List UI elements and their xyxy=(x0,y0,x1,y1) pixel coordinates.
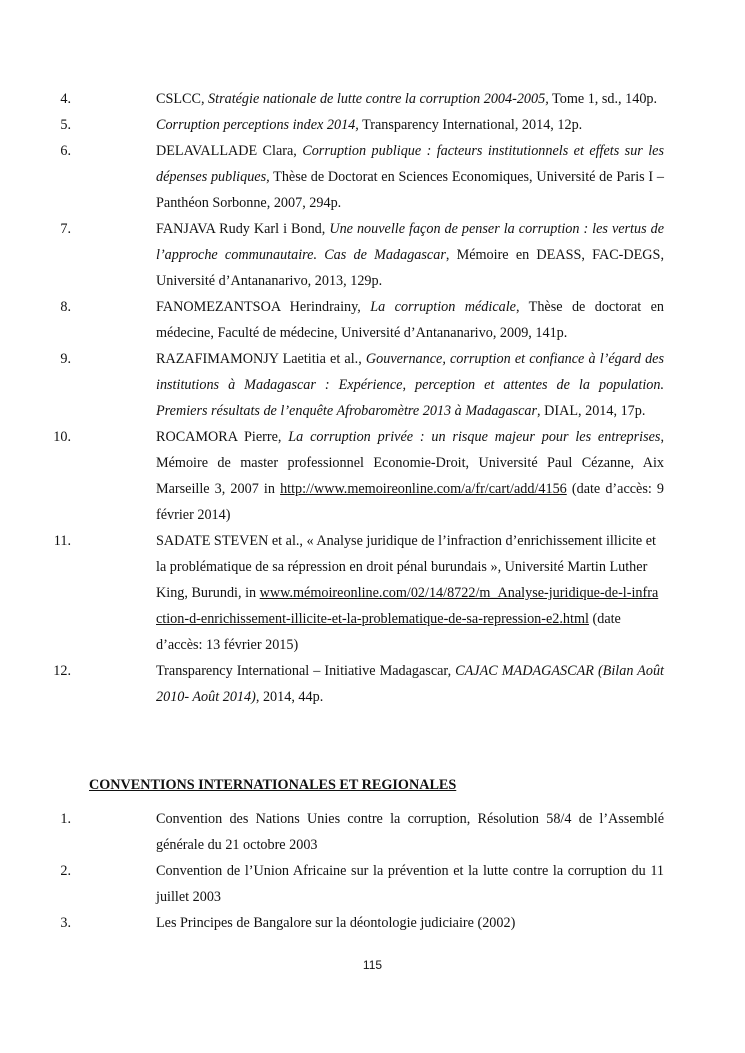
ref-access-date: (date d’accès: 13 février 2015) xyxy=(156,611,621,653)
ref-author: RAZAFIMAMONJY Laetitia et al., xyxy=(156,351,366,367)
reference-item xyxy=(0,528,664,658)
convention-text: Les Principes de Bangalore sur la déontologie judiciaire (2002) xyxy=(156,915,516,931)
convention-item xyxy=(0,858,664,910)
ref-author: FANOMEZANTSOA Herindrainy, xyxy=(156,299,371,315)
ref-link[interactable]: www.mémoireonline.com/02/14/8722/m_Analyse-juridique-de-l-infraction-d-enrichissement-illicite-et-la-problematique-de-sa-repression-e2.html xyxy=(156,585,659,627)
ref-details: Transparency International, 2014, 12p. xyxy=(358,117,583,133)
ref-details: , 2014, 44p. xyxy=(255,689,324,705)
page-number: 115 xyxy=(362,958,383,972)
ref-title: Stratégie nationale de lutte contre la corruption 2004-2005, xyxy=(208,91,549,107)
reference-list xyxy=(0,86,745,710)
ref-details: , Thèse de doctorat en médecine, Faculté de médecine, Université d’Antananarivo, 2009, 141p. xyxy=(156,299,665,341)
reference-item xyxy=(0,86,664,112)
ref-title: Une nouvelle façon de penser la corruption : les vertus de l’approche communautaire. Cas de Madagascar xyxy=(156,221,664,263)
item-number: 11. xyxy=(53,533,71,549)
ref-details: , DIAL, 2014, 17p. xyxy=(537,403,646,419)
convention-text: Convention de l’Union Africaine sur la prévention et la lutte contre la corruption du 11 juillet 2003 xyxy=(156,863,664,905)
convention-item xyxy=(0,806,664,858)
ref-title: Corruption perceptions index 2014, xyxy=(156,117,359,133)
item-number: 7. xyxy=(60,221,71,237)
item-number: 2. xyxy=(60,863,71,879)
item-number: 1. xyxy=(60,811,71,827)
reference-item xyxy=(0,346,664,424)
item-number: 6. xyxy=(60,143,71,159)
item-number: 3. xyxy=(60,915,71,931)
ref-title: Gouvernance, corruption et confiance à l’égard des institutions à Madagascar : Expérience, perception et attentes de la population. Premiers résultats de l’enquête Afrobaromètre 2013 à Madagascar xyxy=(156,351,665,419)
reference-item xyxy=(0,658,664,710)
item-number: 9. xyxy=(60,351,71,367)
ref-author: DELAVALLADE Clara, xyxy=(156,143,303,159)
conventions-list xyxy=(0,806,745,936)
item-number: 10. xyxy=(53,429,71,445)
reference-item xyxy=(0,424,664,528)
ref-details: , Mémoire en DEASS, FAC-DEGS, Université d’Antananarivo, 2013, 129p. xyxy=(156,247,664,289)
ref-title: Corruption publique : facteurs institutionnels et effets sur les dépenses publiques, xyxy=(156,143,664,185)
ref-details: Tome 1, sd., 140p. xyxy=(548,91,658,107)
reference-item xyxy=(0,112,664,138)
reference-item xyxy=(0,216,664,294)
ref-details: Thèse de Doctorat en Sciences Economiques, Université de Paris I – Panthéon Sorbonne, 2007, 294p. xyxy=(156,169,664,211)
item-number: 8. xyxy=(60,299,71,315)
ref-title: La corruption privée : un risque majeur pour les entreprises xyxy=(288,429,661,445)
ref-access-date: (date d’accès: 9 février 2014) xyxy=(156,481,664,523)
ref-title: La corruption médicale xyxy=(370,299,516,315)
convention-item xyxy=(0,910,664,936)
item-number: 12. xyxy=(53,663,71,679)
convention-text: Convention des Nations Unies contre la corruption, Résolution 58/4 de l’Assemblé générale du 21 octobre 2003 xyxy=(156,811,664,853)
ref-author: Transparency International – Initiative Madagascar, xyxy=(156,663,456,679)
reference-item xyxy=(0,138,664,216)
ref-author: CSLCC, xyxy=(156,91,209,107)
section-heading: CONVENTIONS INTERNATIONALES ET REGIONALES xyxy=(89,777,457,793)
ref-link[interactable]: http://www.memoireonline.com/a/fr/cart/add/4156 xyxy=(280,481,567,497)
ref-author: FANJAVA Rudy Karl i Bond, xyxy=(156,221,330,237)
ref-author: SADATE STEVEN et al., « Analyse juridique de l’infraction d’enrichissement illicite et la problématique de sa répression en droit pénal burundais », Université Martin Luther King, Burundi, in xyxy=(156,533,656,601)
ref-author: ROCAMORA Pierre, xyxy=(156,429,289,445)
reference-item xyxy=(0,294,664,346)
item-number: 4. xyxy=(60,91,71,107)
item-number: 5. xyxy=(60,117,71,133)
ref-title: CAJAC MADAGASCAR (Bilan Août 2010- Août 2014) xyxy=(156,663,664,705)
ref-details: , Mémoire de master professionnel Economie-Droit, Université Paul Cézanne, Aix Marseille 3, 2007 in xyxy=(156,429,664,497)
